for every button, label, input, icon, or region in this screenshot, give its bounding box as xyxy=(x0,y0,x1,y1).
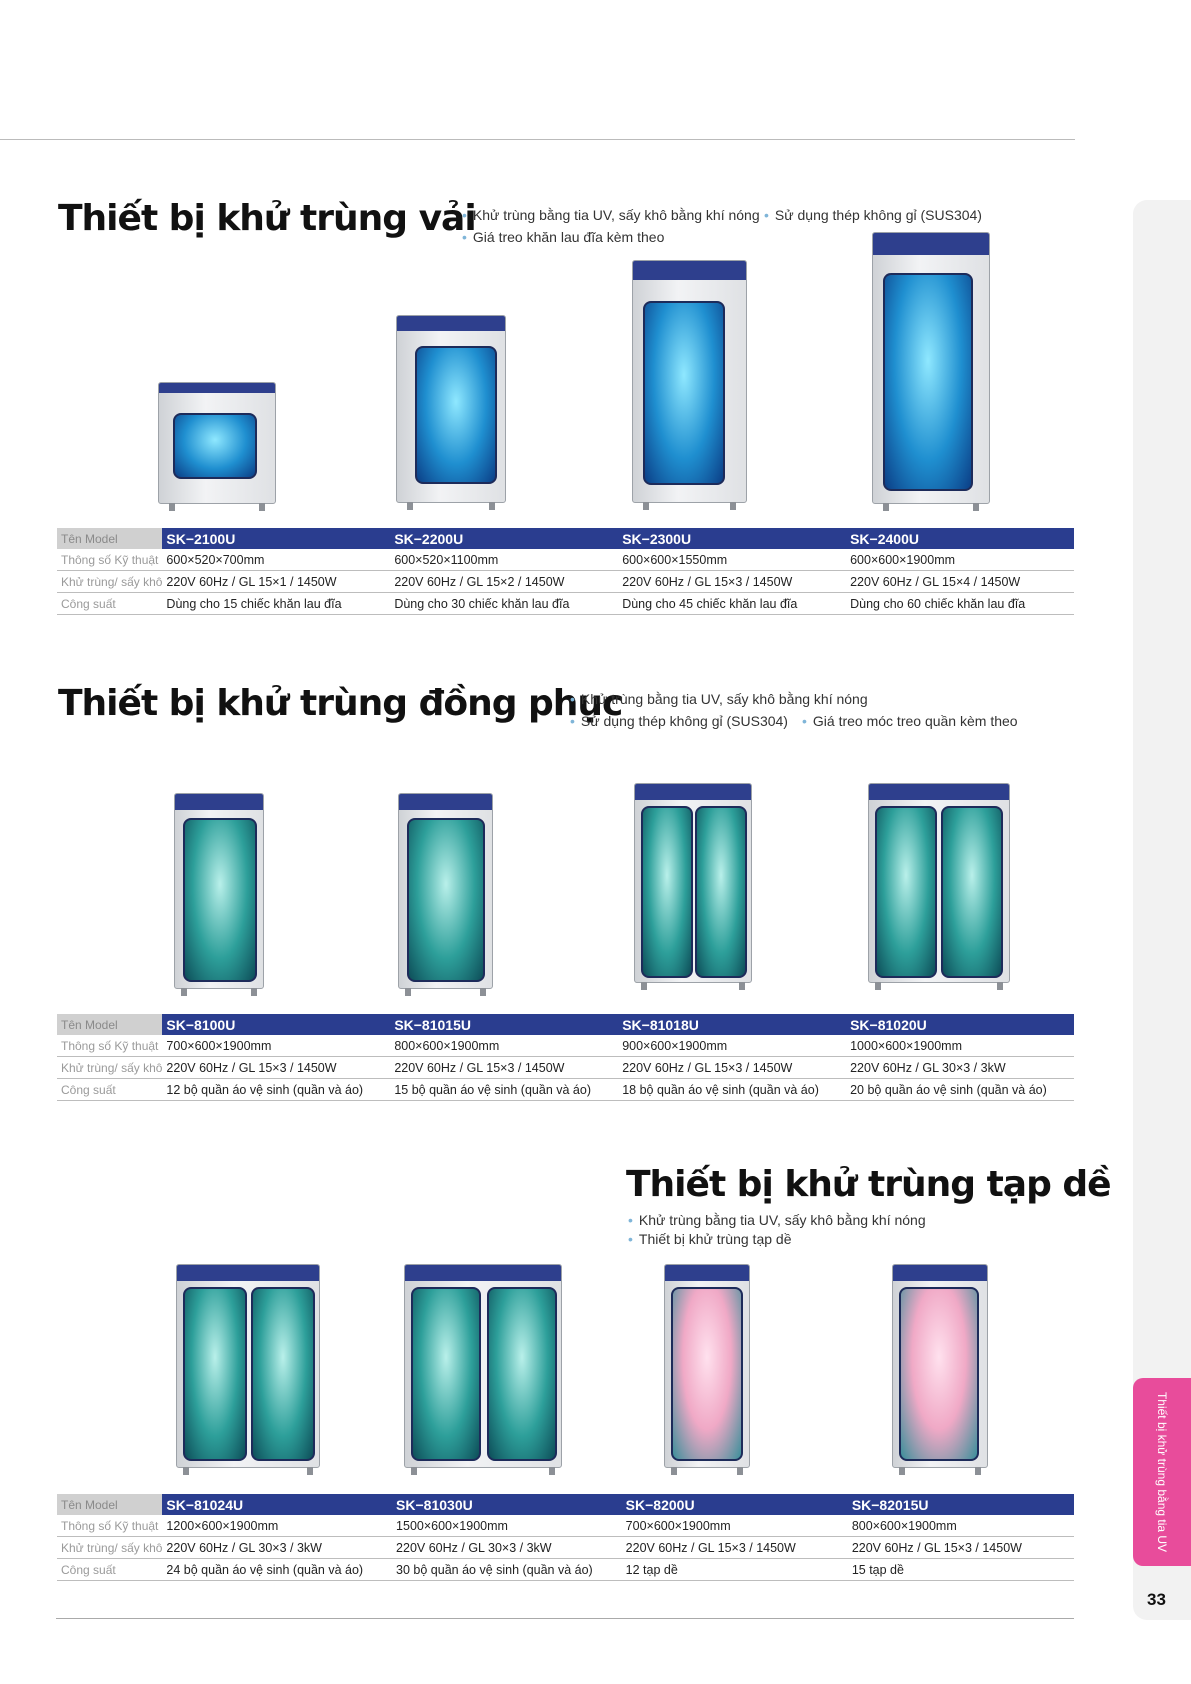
capacity-cell: 12 bộ quần áo vệ sinh (quần và áo) xyxy=(162,1079,390,1101)
bullet: • Khử trùng bằng tia UV, sấy khô bằng khí nóng xyxy=(570,688,868,710)
capacity-cell: 20 bộ quần áo vệ sinh (quần và áo) xyxy=(846,1079,1074,1101)
row-label: Thông số Kỹ thuật xyxy=(57,1035,162,1057)
row-label: Thông số Kỹ thuật xyxy=(57,549,162,571)
capacity-cell: 15 bộ quần áo vệ sinh (quần và áo) xyxy=(390,1079,618,1101)
capacity-cell: 15 tạp dề xyxy=(848,1559,1074,1581)
table-row xyxy=(57,1494,1074,1515)
power-cell: 220V 60Hz / GL 30×3 / 3kW xyxy=(846,1057,1074,1079)
row-label: Khử trùng/ sấy khô xyxy=(57,1537,162,1559)
power-cell: 220V 60Hz / GL 15×4 / 1450W xyxy=(846,571,1074,593)
capacity-cell: 30 bộ quần áo vệ sinh (quần và áo) xyxy=(392,1559,622,1581)
table-row xyxy=(57,1079,1074,1101)
capacity-cell: Dùng cho 60 chiếc khăn lau đĩa xyxy=(846,593,1074,615)
model-name: SK−8200U xyxy=(622,1494,848,1515)
table-row xyxy=(57,1537,1074,1559)
row-label: Tên Model xyxy=(57,528,162,549)
capacity-cell: 18 bộ quần áo vệ sinh (quần và áo) xyxy=(618,1079,846,1101)
bottom-divider xyxy=(56,1618,1074,1619)
spec-cell: 800×600×1900mm xyxy=(848,1515,1074,1537)
product-image-sk81024u xyxy=(176,1264,320,1468)
table-row xyxy=(57,1515,1074,1537)
row-label: Khử trùng/ sấy khô xyxy=(57,1057,162,1079)
model-name: SK−2200U xyxy=(390,528,618,549)
capacity-cell: Dùng cho 30 chiếc khăn lau đĩa xyxy=(390,593,618,615)
model-name: SK−2100U xyxy=(162,528,390,549)
row-label: Tên Model xyxy=(57,1014,162,1035)
product-image-sk8100u xyxy=(174,793,264,989)
section-title-uniform: Thiết bị khử trùng đồng phục xyxy=(58,683,623,724)
table-row xyxy=(57,1057,1074,1079)
row-label: Thông số Kỹ thuật xyxy=(57,1515,162,1537)
product-image-sk81018u xyxy=(634,783,752,983)
product-image-sk2300u xyxy=(632,260,747,503)
spec-cell: 1000×600×1900mm xyxy=(846,1035,1074,1057)
model-name: SK−81024U xyxy=(162,1494,392,1515)
power-cell: 220V 60Hz / GL 15×3 / 1450W xyxy=(162,1057,390,1079)
spec-cell: 800×600×1900mm xyxy=(390,1035,618,1057)
table-row xyxy=(57,1014,1074,1035)
spec-cell: 900×600×1900mm xyxy=(618,1035,846,1057)
bullet: • Sử dụng thép không gỉ (SUS304) xyxy=(570,710,788,732)
row-label: Công suất xyxy=(57,593,162,615)
model-name: SK−81015U xyxy=(390,1014,618,1035)
power-cell: 220V 60Hz / GL 15×2 / 1450W xyxy=(390,571,618,593)
spec-table-uniform xyxy=(57,1014,1074,1101)
power-cell: 220V 60Hz / GL 15×1 / 1450W xyxy=(162,571,390,593)
table-row xyxy=(57,528,1074,549)
model-name: SK−2300U xyxy=(618,528,846,549)
table-row xyxy=(57,549,1074,571)
product-image-sk81015u xyxy=(398,793,493,989)
spec-cell: 700×600×1900mm xyxy=(622,1515,848,1537)
bullet: • Khử trùng bằng tia UV, sấy khô bằng khí nóng xyxy=(462,204,760,226)
spec-cell: 600×520×1100mm xyxy=(390,549,618,571)
power-cell: 220V 60Hz / GL 15×3 / 1450W xyxy=(618,1057,846,1079)
bullet: • Giá treo móc treo quần kèm theo xyxy=(802,710,1018,732)
model-name: SK−2400U xyxy=(846,528,1074,549)
section-title-cloth: Thiết bị khử trùng vải xyxy=(58,198,476,239)
row-label: Công suất xyxy=(57,1079,162,1101)
spec-cell: 700×600×1900mm xyxy=(162,1035,390,1057)
table-row xyxy=(57,1035,1074,1057)
table-row xyxy=(57,593,1074,615)
power-cell: 220V 60Hz / GL 30×3 / 3kW xyxy=(392,1537,622,1559)
model-name: SK−81030U xyxy=(392,1494,622,1515)
power-cell: 220V 60Hz / GL 15×3 / 1450W xyxy=(622,1537,848,1559)
product-image-sk2400u xyxy=(872,232,990,504)
bullet: • Giá treo khăn lau đĩa kèm theo xyxy=(462,226,664,248)
product-image-sk81020u xyxy=(868,783,1010,983)
row-label: Tên Model xyxy=(57,1494,162,1515)
bullet: • Khử trùng bằng tia UV, sấy khô bằng khí nóng xyxy=(628,1209,926,1231)
spec-cell: 600×520×700mm xyxy=(162,549,390,571)
spec-cell: 600×600×1900mm xyxy=(846,549,1074,571)
chapter-tab-label: Thiết bị khử trùng bằng tia UV xyxy=(1155,1391,1169,1553)
power-cell: 220V 60Hz / GL 15×3 / 1450W xyxy=(390,1057,618,1079)
product-image-sk82015u xyxy=(892,1264,988,1468)
section-title-apron: Thiết bị khử trùng tạp dề xyxy=(626,1164,1111,1205)
page-number: 33 xyxy=(1147,1590,1166,1609)
power-cell: 220V 60Hz / GL 30×3 / 3kW xyxy=(162,1537,392,1559)
model-name: SK−82015U xyxy=(848,1494,1074,1515)
row-label: Công suất xyxy=(57,1559,162,1581)
top-divider xyxy=(0,139,1075,140)
model-name: SK−81020U xyxy=(846,1014,1074,1035)
spec-table-cloth xyxy=(57,528,1074,615)
power-cell: 220V 60Hz / GL 15×3 / 1450W xyxy=(618,571,846,593)
capacity-cell: Dùng cho 45 chiếc khăn lau đĩa xyxy=(618,593,846,615)
table-row xyxy=(57,1559,1074,1581)
row-label: Khử trùng/ sấy khô xyxy=(57,571,162,593)
chapter-tab xyxy=(1133,1378,1191,1566)
table-row xyxy=(57,571,1074,593)
spec-cell: 600×600×1550mm xyxy=(618,549,846,571)
model-name: SK−8100U xyxy=(162,1014,390,1035)
spec-table-apron xyxy=(57,1494,1074,1581)
bullet: • Sử dụng thép không gỉ (SUS304) xyxy=(764,204,982,226)
spec-cell: 1500×600×1900mm xyxy=(392,1515,622,1537)
capacity-cell: 12 tạp dề xyxy=(622,1559,848,1581)
bullet: • Thiết bị khử trùng tạp dề xyxy=(628,1228,791,1250)
capacity-cell: 24 bộ quần áo vệ sinh (quần và áo) xyxy=(162,1559,392,1581)
power-cell: 220V 60Hz / GL 15×3 / 1450W xyxy=(848,1537,1074,1559)
product-image-sk8200u xyxy=(664,1264,750,1468)
capacity-cell: Dùng cho 15 chiếc khăn lau đĩa xyxy=(162,593,390,615)
model-name: SK−81018U xyxy=(618,1014,846,1035)
product-image-sk2200u xyxy=(396,315,506,503)
product-image-sk2100u xyxy=(158,382,276,504)
spec-cell: 1200×600×1900mm xyxy=(162,1515,392,1537)
product-image-sk81030u xyxy=(404,1264,562,1468)
